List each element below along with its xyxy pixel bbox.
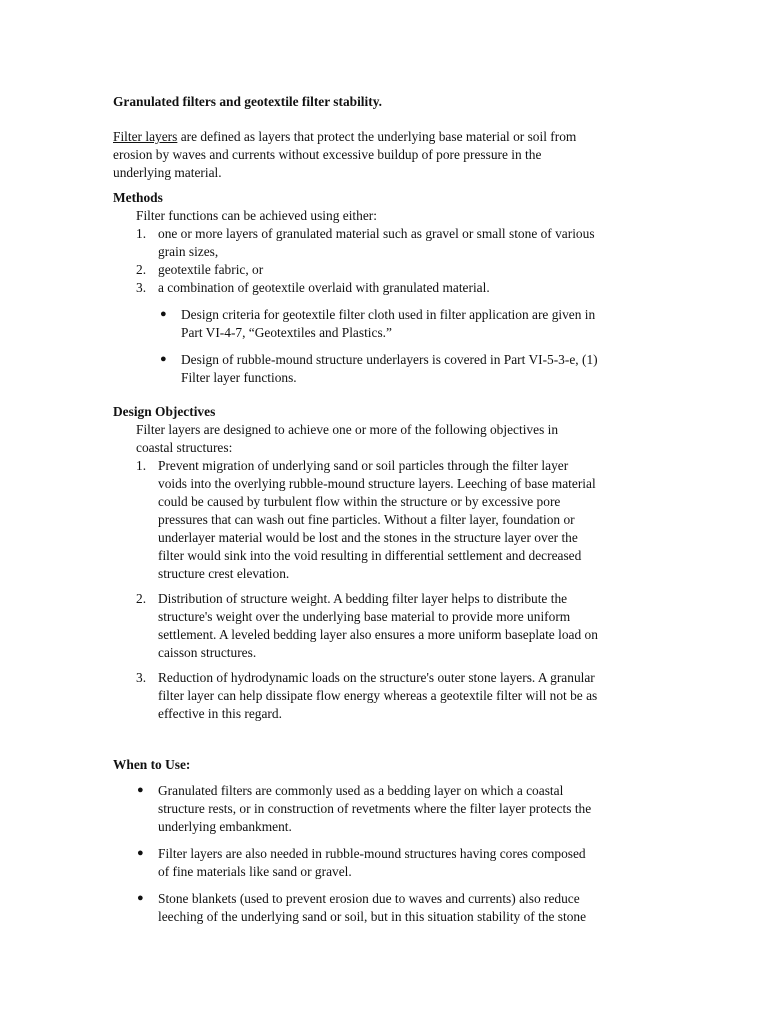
bullet-icon: ● [160,353,167,365]
list-number: 1. [136,458,147,473]
methods-lead: Filter functions can be achieved using either: [136,208,377,223]
bullet-text: Design of rubble-mound structure underlayers is covered in Part VI-5-3-e, (1) [181,352,598,367]
intro-line-1: Filter layers are defined as layers that protect the underlying base material or soil from [113,129,577,144]
list-item-text: could be caused by turbulent flow within the structure or by excessive pore [158,494,561,509]
list-number: 2. [136,591,147,606]
list-item-text: caisson structures. [158,645,257,660]
list-item-text: Prevent migration of underlying sand or soil particles through the filter layer [158,458,569,473]
bullet-icon: ● [137,892,144,904]
list-item-text: filter would sink into the void resulting in differential settlement and decreased [158,548,582,563]
objectives-heading: Design Objectives [113,404,216,419]
when-heading: When to Use: [113,757,191,772]
bullet-text: Stone blankets (used to prevent erosion due to waves and currents) also reduce [158,891,580,906]
bullet-text: Part VI-4-7, “Geotextiles and Plastics.” [181,325,392,340]
document-title: Granulated filters and geotextile filter stability. [113,94,383,109]
list-item-text: Distribution of structure weight. A bedding filter layer helps to distribute the [158,591,568,606]
intro-line-2: erosion by waves and currents without excessive buildup of pore pressure in the [113,147,542,162]
bullet-icon: ● [160,308,167,320]
list-item-text: structure crest elevation. [158,566,290,581]
list-number: 1. [136,226,147,241]
list-item-text: voids into the overlying rubble-mound structure layers. Leeching of base material [158,476,596,491]
list-item-text: a combination of geotextile overlaid with granulated material. [158,280,490,295]
list-item-text: geotextile fabric, or [158,262,264,277]
list-item-text: pressures that can wash out fine particles. Without a filter layer, foundation or [158,512,575,527]
list-item-text: underlayer material would be lost and the stones in the structure layer over the [158,530,578,545]
bullet-text: Filter layers are also needed in rubble-mound structures having cores composed [158,846,586,861]
bullet-text: Granulated filters are commonly used as a bedding layer on which a coastal [158,783,564,798]
list-item-text: structure's weight over the underlying base material to provide more uniform [158,609,571,624]
bullet-text: of fine materials like sand or gravel. [158,864,352,879]
list-number: 3. [136,670,147,685]
list-item-text: effective in this regard. [158,706,282,721]
bullet-text: Design criteria for geotextile filter cloth used in filter application are given in [181,307,596,322]
list-item-text: one or more layers of granulated material such as gravel or small stone of various [158,226,595,241]
bullet-text: structure rests, or in construction of revetments where the filter layer protects the [158,801,592,816]
bullet-icon: ● [137,784,144,796]
list-item-text: grain sizes, [158,244,219,259]
intro-line-3: underlying material. [113,165,222,180]
bullet-text: Filter layer functions. [181,370,297,385]
bullet-icon: ● [137,847,144,859]
methods-heading: Methods [113,190,163,205]
list-number: 3. [136,280,147,295]
bullet-text: leeching of the underlying sand or soil, but in this situation stability of the stone [158,909,587,924]
objectives-lead: Filter layers are designed to achieve one or more of the following objectives in [136,422,559,437]
objectives-lead: coastal structures: [136,440,233,455]
list-item-text: Reduction of hydrodynamic loads on the structure's outer stone layers. A granular [158,670,595,685]
list-item-text: filter layer can help dissipate flow energy whereas a geotextile filter will not be as [158,688,598,703]
bullet-text: underlying embankment. [158,819,292,834]
filter-layers-term: Filter layers [113,129,178,144]
list-item-text: settlement. A leveled bedding layer also ensures a more uniform baseplate load on [158,627,598,642]
list-number: 2. [136,262,147,277]
